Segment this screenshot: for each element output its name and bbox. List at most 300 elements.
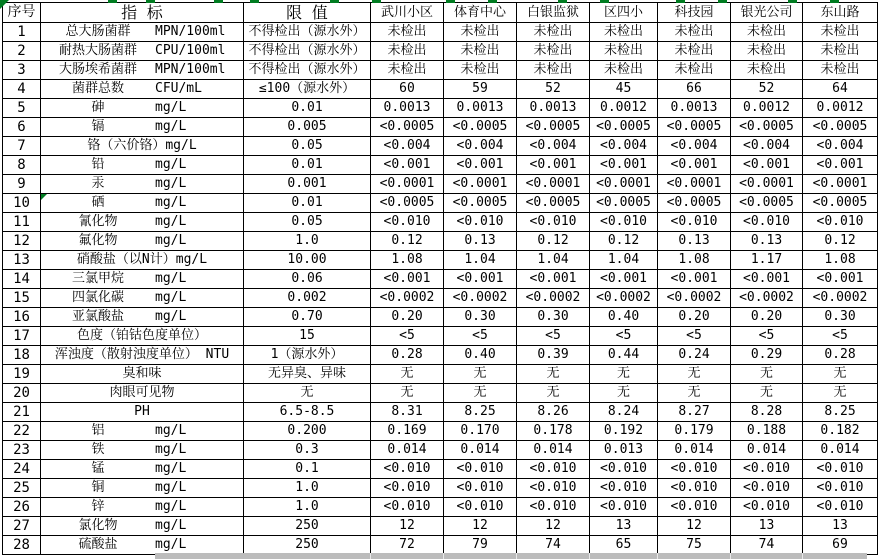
cell-row-number[interactable]: 25 — [3, 479, 41, 498]
cell-limit[interactable]: 0.3 — [244, 441, 371, 460]
cell-value[interactable]: <0.0001 — [517, 175, 590, 194]
cell-value[interactable]: 未检出 — [590, 23, 658, 42]
cell-value[interactable]: 无 — [444, 365, 517, 384]
cell-row-number[interactable]: 13 — [3, 251, 41, 270]
cell-value[interactable]: 无 — [517, 384, 590, 403]
cell-value[interactable]: 未检出 — [803, 42, 878, 61]
table-row — [3, 365, 878, 384]
cell-row-number[interactable]: 6 — [3, 118, 41, 137]
cell-value[interactable]: 0.28 — [803, 346, 878, 365]
cell-value[interactable]: 79 — [444, 536, 517, 555]
cell-limit[interactable]: 0.70 — [244, 308, 371, 327]
cell-limit[interactable]: 无 — [244, 384, 371, 403]
cell-row-number[interactable]: 28 — [3, 536, 41, 555]
cell-value[interactable]: 未检出 — [371, 23, 444, 42]
cell-limit[interactable]: 10.00 — [244, 251, 371, 270]
cell-value[interactable]: <0.0005 — [517, 118, 590, 137]
cell-value[interactable]: 0.13 — [731, 232, 803, 251]
cell-value[interactable]: <5 — [731, 327, 803, 346]
cell-row-number[interactable]: 15 — [3, 289, 41, 308]
cell-indicator[interactable] — [41, 422, 244, 441]
cell-value[interactable]: 0.44 — [590, 346, 658, 365]
cell-row-number[interactable]: 2 — [3, 42, 41, 61]
cell-value[interactable]: 0.014 — [444, 441, 517, 460]
cell-indicator[interactable] — [41, 308, 244, 327]
cell-value[interactable]: 0.24 — [658, 346, 731, 365]
cell-row-number[interactable]: 12 — [3, 232, 41, 251]
cell-value[interactable]: 未检出 — [517, 61, 590, 80]
cell-value[interactable]: 未检出 — [444, 42, 517, 61]
cell-indicator[interactable] — [41, 137, 244, 156]
cell-value[interactable]: 1.17 — [731, 251, 803, 270]
cell-limit[interactable]: 1.0 — [244, 498, 371, 517]
cell-value[interactable]: 52 — [517, 80, 590, 99]
cell-value[interactable]: 0.12 — [590, 232, 658, 251]
cell-limit[interactable]: ≤100（源水外） — [244, 80, 371, 99]
cell-limit[interactable]: 0.200 — [244, 422, 371, 441]
cell-value[interactable]: <0.0002 — [444, 289, 517, 308]
header-seq-no[interactable]: 序号 — [3, 3, 41, 23]
cell-indicator[interactable] — [41, 384, 244, 403]
cell-value[interactable]: <0.001 — [658, 270, 731, 289]
cell-value[interactable]: 13 — [590, 517, 658, 536]
cell-value[interactable]: <0.010 — [444, 498, 517, 517]
cell-limit[interactable]: 0.05 — [244, 137, 371, 156]
table-row — [3, 213, 878, 232]
cell-indicator[interactable] — [41, 23, 244, 42]
cell-value[interactable]: 未检出 — [731, 42, 803, 61]
cell-value[interactable]: 无 — [590, 384, 658, 403]
cell-value[interactable]: <0.004 — [731, 137, 803, 156]
cell-row-number[interactable]: 11 — [3, 213, 41, 232]
cell-value[interactable]: <0.004 — [803, 137, 878, 156]
cell-value[interactable]: 未检出 — [803, 61, 878, 80]
cell-limit[interactable]: 0.001 — [244, 175, 371, 194]
cell-value[interactable]: <0.010 — [590, 479, 658, 498]
cell-value[interactable]: <0.001 — [590, 156, 658, 175]
cell-value[interactable]: <0.001 — [803, 156, 878, 175]
cell-value[interactable]: 无 — [371, 365, 444, 384]
cell-value[interactable]: 59 — [444, 80, 517, 99]
cell-row-number[interactable]: 19 — [3, 365, 41, 384]
cell-value[interactable]: 0.28 — [371, 346, 444, 365]
cell-value[interactable]: 无 — [731, 384, 803, 403]
cell-value[interactable]: 0.014 — [731, 441, 803, 460]
cell-value[interactable]: 75 — [658, 536, 731, 555]
cell-value[interactable]: <0.0005 — [731, 118, 803, 137]
cell-limit[interactable]: 不得检出（源水外） — [244, 61, 371, 80]
cell-value[interactable]: 未检出 — [731, 23, 803, 42]
cell-indicator[interactable] — [41, 175, 244, 194]
cell-value[interactable]: 0.014 — [371, 441, 444, 460]
cell-indicator[interactable] — [41, 460, 244, 479]
cell-value[interactable]: <0.0005 — [590, 194, 658, 213]
cell-value[interactable]: <0.010 — [731, 460, 803, 479]
cell-indicator[interactable] — [41, 479, 244, 498]
cell-limit[interactable]: 不得检出（源水外） — [244, 42, 371, 61]
cell-limit[interactable]: 不得检出（源水外） — [244, 23, 371, 42]
cell-value[interactable]: 0.40 — [444, 346, 517, 365]
cell-value[interactable]: <0.001 — [517, 156, 590, 175]
indicator-name: 铜 — [91, 480, 105, 495]
header-site-baiyin[interactable]: 白银监狱 — [517, 3, 590, 23]
cell-value[interactable]: <0.0002 — [517, 289, 590, 308]
cell-value[interactable]: 1.04 — [444, 251, 517, 270]
cell-limit[interactable]: 250 — [244, 517, 371, 536]
cell-value[interactable]: <0.010 — [517, 479, 590, 498]
cell-indicator[interactable] — [41, 251, 244, 270]
cell-limit[interactable]: 1.0 — [244, 479, 371, 498]
cell-indicator[interactable] — [41, 194, 244, 213]
cell-value[interactable]: 未检出 — [444, 61, 517, 80]
cell-value[interactable]: 0.0013 — [371, 99, 444, 118]
cell-value[interactable]: <0.010 — [803, 479, 878, 498]
cell-value[interactable]: 0.20 — [371, 308, 444, 327]
cell-value[interactable]: 65 — [590, 536, 658, 555]
cell-indicator[interactable] — [41, 517, 244, 536]
cell-value[interactable]: <0.001 — [444, 156, 517, 175]
cell-value[interactable]: 无 — [444, 384, 517, 403]
cell-value[interactable]: <0.010 — [658, 498, 731, 517]
cell-value[interactable]: 1.08 — [803, 251, 878, 270]
cell-indicator[interactable] — [41, 441, 244, 460]
cell-value[interactable]: 0.013 — [590, 441, 658, 460]
header-site-yinguang[interactable]: 银光公司 — [731, 3, 803, 23]
cell-value[interactable]: <0.001 — [371, 156, 444, 175]
cell-limit[interactable]: 0.1 — [244, 460, 371, 479]
cell-indicator[interactable] — [41, 118, 244, 137]
cell-row-number[interactable]: 27 — [3, 517, 41, 536]
cell-value[interactable]: 12 — [517, 517, 590, 536]
cell-value[interactable]: <0.001 — [731, 270, 803, 289]
cell-value[interactable]: <0.010 — [803, 460, 878, 479]
cell-value[interactable]: <0.001 — [731, 156, 803, 175]
cell-value[interactable]: 0.29 — [731, 346, 803, 365]
table-row — [3, 61, 878, 80]
header-indicator[interactable]: 指 标 — [41, 3, 244, 23]
cell-value[interactable]: 0.30 — [444, 308, 517, 327]
cell-value[interactable]: 未检出 — [590, 42, 658, 61]
cell-value[interactable]: <0.010 — [444, 479, 517, 498]
cell-value[interactable]: 无 — [590, 365, 658, 384]
table-row — [3, 308, 878, 327]
header-site-wuchuan[interactable]: 武川小区 — [371, 3, 444, 23]
cell-value[interactable]: 未检出 — [517, 42, 590, 61]
cell-value[interactable]: <0.010 — [590, 460, 658, 479]
cell-row-number[interactable]: 8 — [3, 156, 41, 175]
cell-indicator[interactable] — [41, 536, 244, 555]
cell-value[interactable]: 0.0013 — [517, 99, 590, 118]
cell-row-number[interactable]: 17 — [3, 327, 41, 346]
cell-value[interactable]: 74 — [517, 536, 590, 555]
cell-value[interactable]: <0.0005 — [731, 194, 803, 213]
cell-value[interactable]: <0.004 — [590, 137, 658, 156]
cell-value[interactable]: <0.010 — [371, 498, 444, 517]
cell-value[interactable]: 未检出 — [658, 23, 731, 42]
cell-value[interactable]: <0.0005 — [444, 194, 517, 213]
cell-value[interactable]: <0.0002 — [803, 289, 878, 308]
cell-indicator[interactable] — [41, 289, 244, 308]
cell-value[interactable]: 0.12 — [371, 232, 444, 251]
cell-value[interactable]: <0.0001 — [803, 175, 878, 194]
cell-value[interactable]: 8.25 — [803, 403, 878, 422]
cell-value[interactable]: 8.26 — [517, 403, 590, 422]
cell-value[interactable]: 1.04 — [517, 251, 590, 270]
cell-value[interactable]: 13 — [803, 517, 878, 536]
cell-row-number[interactable]: 3 — [3, 61, 41, 80]
cell-value[interactable]: 0.178 — [517, 422, 590, 441]
cell-value[interactable]: 45 — [590, 80, 658, 99]
cell-value[interactable]: <0.0001 — [590, 175, 658, 194]
cell-value[interactable]: 1.08 — [658, 251, 731, 270]
cell-value[interactable]: 0.40 — [590, 308, 658, 327]
cell-limit[interactable]: 1.0 — [244, 232, 371, 251]
cell-value[interactable]: <0.001 — [517, 270, 590, 289]
cell-indicator[interactable] — [41, 156, 244, 175]
cell-value[interactable]: <0.010 — [803, 213, 878, 232]
cell-value[interactable]: 0.014 — [658, 441, 731, 460]
cell-value[interactable]: 74 — [731, 536, 803, 555]
cell-value[interactable]: <0.010 — [444, 460, 517, 479]
cell-row-number[interactable]: 1 — [3, 23, 41, 42]
cell-value[interactable]: 0.13 — [658, 232, 731, 251]
cell-row-number[interactable]: 18 — [3, 346, 41, 365]
cell-value[interactable]: 无 — [731, 365, 803, 384]
cell-value[interactable]: 0.169 — [371, 422, 444, 441]
cell-value[interactable]: <0.0002 — [731, 289, 803, 308]
cell-value[interactable]: 无 — [371, 384, 444, 403]
cell-value[interactable]: 0.0012 — [590, 99, 658, 118]
cell-value[interactable]: <0.010 — [371, 479, 444, 498]
cell-value[interactable]: <0.0005 — [803, 118, 878, 137]
cell-value[interactable]: <0.010 — [590, 498, 658, 517]
cell-value[interactable]: 0.0013 — [658, 99, 731, 118]
table-row — [3, 232, 878, 251]
cell-value[interactable]: <0.004 — [517, 137, 590, 156]
cell-value[interactable]: <0.010 — [731, 498, 803, 517]
table-row — [3, 422, 878, 441]
cell-value[interactable]: 无 — [658, 384, 731, 403]
cell-value[interactable]: <0.0002 — [371, 289, 444, 308]
cell-value[interactable]: <0.001 — [658, 156, 731, 175]
cell-value[interactable]: 未检出 — [517, 23, 590, 42]
cell-value[interactable]: <0.004 — [371, 137, 444, 156]
indicator-unit: mg/L — [155, 100, 187, 115]
cell-limit[interactable]: 0.01 — [244, 99, 371, 118]
cell-row-number[interactable]: 5 — [3, 99, 41, 118]
cell-value[interactable]: 69 — [803, 536, 878, 555]
cell-value[interactable]: 未检出 — [444, 23, 517, 42]
cell-value[interactable]: 未检出 — [658, 42, 731, 61]
cell-value[interactable]: <0.0005 — [803, 194, 878, 213]
cell-limit[interactable]: 1（源水外） — [244, 346, 371, 365]
cell-row-number[interactable]: 22 — [3, 422, 41, 441]
cell-value[interactable]: <0.0005 — [658, 194, 731, 213]
header-site-qusixiao[interactable]: 区四小 — [590, 3, 658, 23]
cell-value[interactable]: <0.0001 — [371, 175, 444, 194]
cell-limit[interactable]: 0.06 — [244, 270, 371, 289]
cell-value[interactable]: 无 — [803, 384, 878, 403]
cell-value[interactable]: <0.0001 — [444, 175, 517, 194]
indicator-unit: mg/L — [155, 518, 187, 533]
cell-value[interactable]: 0.0012 — [803, 99, 878, 118]
cell-limit[interactable]: 15 — [244, 327, 371, 346]
cell-value[interactable]: 64 — [803, 80, 878, 99]
cell-value[interactable]: <0.010 — [517, 213, 590, 232]
cell-row-number[interactable]: 14 — [3, 270, 41, 289]
cell-row-number[interactable]: 4 — [3, 80, 41, 99]
cell-value[interactable]: 0.12 — [517, 232, 590, 251]
cell-limit[interactable]: 无异臭、异味 — [244, 365, 371, 384]
cell-limit[interactable]: 250 — [244, 536, 371, 555]
cell-value[interactable]: 0.0013 — [444, 99, 517, 118]
cell-value[interactable]: <0.0005 — [371, 118, 444, 137]
cell-value[interactable]: 12 — [658, 517, 731, 536]
cell-value[interactable]: <0.010 — [658, 213, 731, 232]
header-site-kejiyuan[interactable]: 科技园 — [658, 3, 731, 23]
cell-value[interactable]: <0.0005 — [658, 118, 731, 137]
cell-row-number[interactable]: 20 — [3, 384, 41, 403]
cell-value[interactable]: 52 — [731, 80, 803, 99]
cell-value[interactable]: 0.30 — [803, 308, 878, 327]
cell-value[interactable]: <0.010 — [803, 498, 878, 517]
cell-value[interactable]: <0.004 — [658, 137, 731, 156]
cell-value[interactable]: <0.0001 — [658, 175, 731, 194]
cell-row-number[interactable]: 16 — [3, 308, 41, 327]
cell-value[interactable]: <0.001 — [371, 270, 444, 289]
cell-row-number[interactable]: 24 — [3, 460, 41, 479]
cell-value[interactable]: 0.0012 — [731, 99, 803, 118]
cell-value[interactable]: 未检出 — [658, 61, 731, 80]
cell-row-number[interactable]: 23 — [3, 441, 41, 460]
cell-value[interactable]: 1.04 — [590, 251, 658, 270]
cell-indicator[interactable] — [41, 498, 244, 517]
cell-value[interactable]: <0.004 — [444, 137, 517, 156]
cell-value[interactable]: 0.179 — [658, 422, 731, 441]
cell-value[interactable]: 72 — [371, 536, 444, 555]
header-limit[interactable]: 限 值 — [244, 3, 371, 23]
cell-value[interactable]: <0.001 — [803, 270, 878, 289]
cell-value[interactable]: 0.39 — [517, 346, 590, 365]
cell-value[interactable]: 无 — [803, 365, 878, 384]
cell-limit[interactable]: 0.05 — [244, 213, 371, 232]
cell-row-number[interactable]: 21 — [3, 403, 41, 422]
cell-value[interactable]: <5 — [371, 327, 444, 346]
cell-value[interactable]: 8.31 — [371, 403, 444, 422]
cell-limit[interactable]: 0.002 — [244, 289, 371, 308]
cell-indicator[interactable] — [41, 232, 244, 251]
cell-value[interactable]: <0.010 — [371, 213, 444, 232]
cell-row-number[interactable]: 9 — [3, 175, 41, 194]
cell-value[interactable]: <0.010 — [658, 460, 731, 479]
cell-value[interactable]: 未检出 — [371, 61, 444, 80]
cell-value[interactable]: <5 — [590, 327, 658, 346]
cell-value[interactable]: <0.010 — [371, 460, 444, 479]
header-site-tiyu[interactable]: 体育中心 — [444, 3, 517, 23]
cell-value[interactable]: <0.010 — [590, 213, 658, 232]
cell-indicator[interactable] — [41, 346, 244, 365]
cell-indicator[interactable] — [41, 213, 244, 232]
cell-value[interactable]: <5 — [517, 327, 590, 346]
cell-limit[interactable]: 0.01 — [244, 156, 371, 175]
cell-value[interactable]: 0.014 — [517, 441, 590, 460]
cell-value[interactable]: 未检出 — [371, 42, 444, 61]
cell-value[interactable]: <0.010 — [444, 213, 517, 232]
cell-value[interactable]: <0.0002 — [590, 289, 658, 308]
cell-value[interactable]: 0.30 — [517, 308, 590, 327]
cell-value[interactable]: <0.001 — [444, 270, 517, 289]
cell-value[interactable]: 0.12 — [803, 232, 878, 251]
cell-value[interactable]: <0.0002 — [658, 289, 731, 308]
cell-value[interactable]: <0.0005 — [517, 194, 590, 213]
cell-value[interactable]: 0.20 — [658, 308, 731, 327]
cell-value[interactable]: 未检出 — [803, 23, 878, 42]
cell-value[interactable]: <0.010 — [517, 498, 590, 517]
cell-limit[interactable]: 6.5-8.5 — [244, 403, 371, 422]
cell-limit[interactable]: 0.005 — [244, 118, 371, 137]
cell-value[interactable]: <0.010 — [731, 479, 803, 498]
cell-value[interactable]: 未检出 — [731, 61, 803, 80]
cell-indicator[interactable] — [41, 61, 244, 80]
cell-row-number[interactable]: 26 — [3, 498, 41, 517]
cell-value[interactable]: 8.28 — [731, 403, 803, 422]
cell-value[interactable]: <0.010 — [517, 460, 590, 479]
cell-value[interactable]: 12 — [444, 517, 517, 536]
cell-value[interactable]: 0.13 — [444, 232, 517, 251]
cell-value[interactable]: 8.24 — [590, 403, 658, 422]
header-site-dongshan[interactable]: 东山路 — [803, 3, 878, 23]
cell-value[interactable]: <0.0005 — [590, 118, 658, 137]
green-dash-decoration — [214, 0, 223, 3]
cell-value[interactable]: 66 — [658, 80, 731, 99]
cell-row-number[interactable]: 10 — [3, 194, 41, 213]
cell-value[interactable]: 1.08 — [371, 251, 444, 270]
cell-value[interactable]: <5 — [803, 327, 878, 346]
cell-value[interactable]: <0.001 — [590, 270, 658, 289]
cell-indicator[interactable] — [41, 327, 244, 346]
cell-limit[interactable]: 0.01 — [244, 194, 371, 213]
cell-value[interactable]: <0.010 — [731, 213, 803, 232]
cell-indicator[interactable] — [41, 270, 244, 289]
cell-value[interactable]: 未检出 — [590, 61, 658, 80]
cell-value[interactable]: <0.010 — [658, 479, 731, 498]
cell-value[interactable]: <0.0005 — [371, 194, 444, 213]
cell-value[interactable]: <5 — [444, 327, 517, 346]
cell-value[interactable]: 12 — [371, 517, 444, 536]
cell-indicator[interactable] — [41, 365, 244, 384]
cell-indicator[interactable] — [41, 42, 244, 61]
cell-indicator[interactable] — [41, 80, 244, 99]
cell-value[interactable]: <0.0005 — [444, 118, 517, 137]
cell-value[interactable]: 0.014 — [803, 441, 878, 460]
cell-value[interactable]: 60 — [371, 80, 444, 99]
cell-row-number[interactable]: 7 — [3, 137, 41, 156]
cell-value[interactable]: 无 — [517, 365, 590, 384]
cell-indicator[interactable] — [41, 99, 244, 118]
cell-value[interactable]: <0.0001 — [731, 175, 803, 194]
cell-value[interactable]: 0.170 — [444, 422, 517, 441]
cell-value[interactable]: 0.192 — [590, 422, 658, 441]
cell-value[interactable]: 8.27 — [658, 403, 731, 422]
cell-indicator[interactable] — [41, 403, 244, 422]
cell-value[interactable]: 0.20 — [731, 308, 803, 327]
cell-value[interactable]: <5 — [658, 327, 731, 346]
cell-value[interactable]: 8.25 — [444, 403, 517, 422]
cell-value[interactable]: 0.188 — [731, 422, 803, 441]
cell-value[interactable]: 0.182 — [803, 422, 878, 441]
cell-value[interactable]: 13 — [731, 517, 803, 536]
cell-value[interactable]: 无 — [658, 365, 731, 384]
